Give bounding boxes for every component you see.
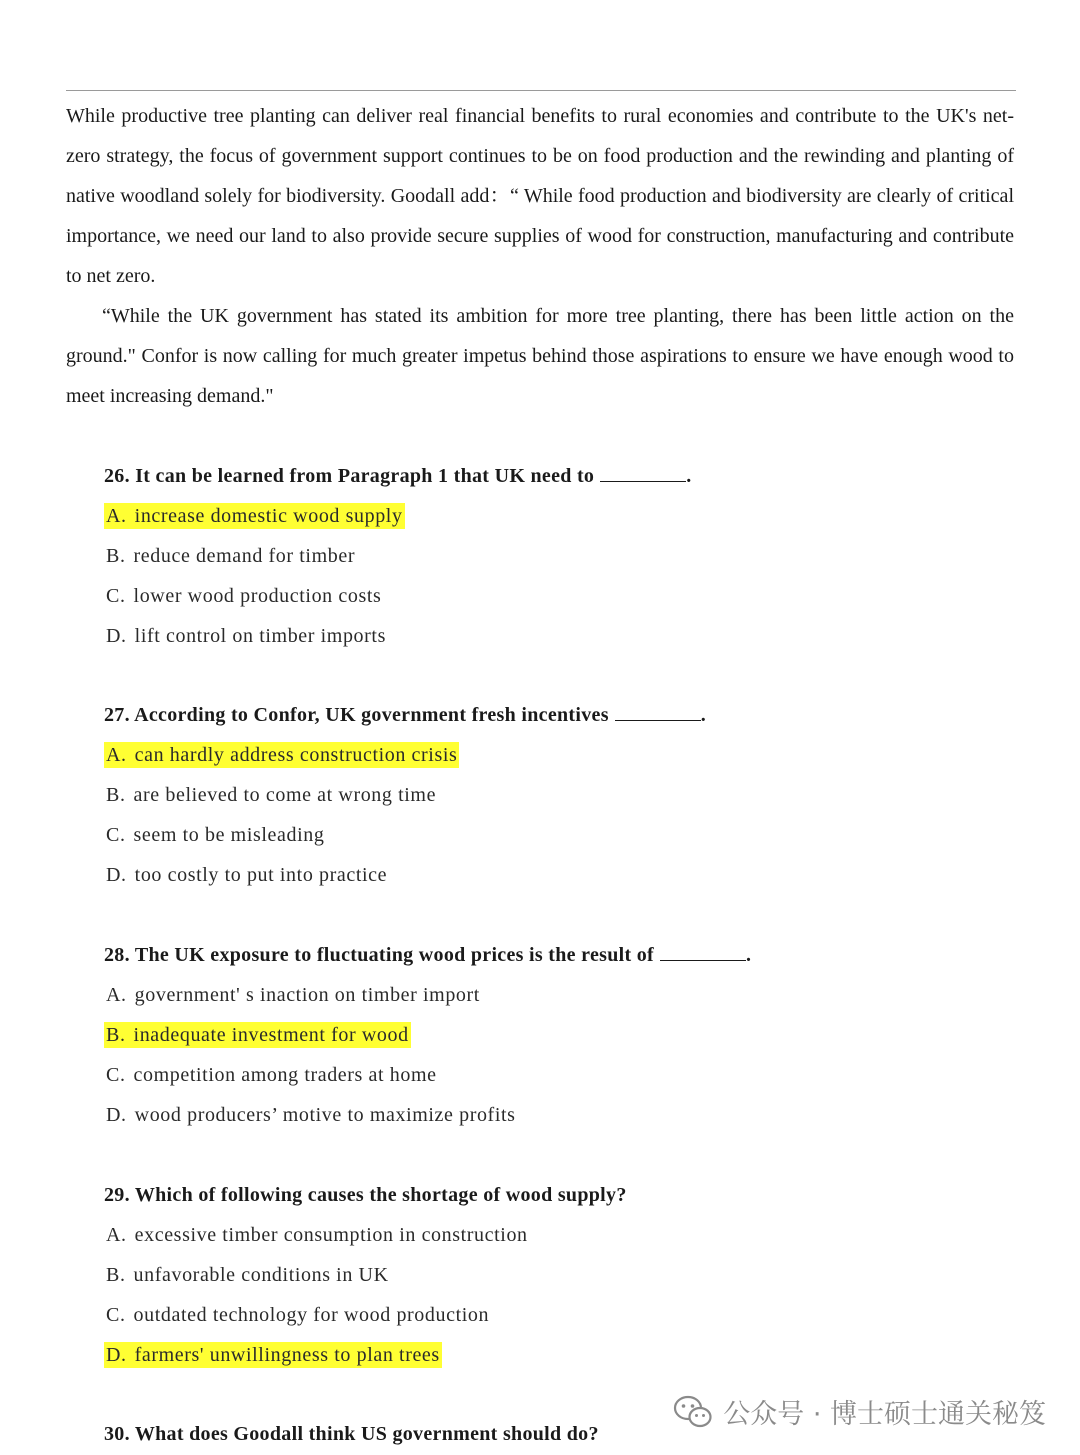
passage-paragraph: While productive tree planting can deliver real financial benefits to rural economies and contribute to the UK's net-zero strategy, the focus of government support continues to be on food production and the rewinding and planting of native woodland solely for biodiversity. Goodall add：“ While food production and biodiversity are clearly of critical importance, we need our land to also provide secure supplies of wood for construction, manufacturing and contribute to net zero. <box>66 105 1014 287</box>
question-stem: 26. It can be learned from Paragraph 1 that UK need to . <box>104 456 1004 496</box>
option-a: A. increase domestic wood supply <box>106 505 403 527</box>
question-stem: 30. What does Goodall think US government should do? <box>104 1423 599 1445</box>
question-26 <box>104 456 1004 656</box>
answer-blank <box>660 940 746 961</box>
option-a: A. can hardly address construction crisis <box>106 744 458 766</box>
answer-blank <box>615 700 701 721</box>
watermark <box>673 1392 1046 1431</box>
question-stem: 27. According to Confor, UK government fresh incentives . <box>104 695 1004 735</box>
option-a: A. government' s inaction on timber import <box>106 984 480 1006</box>
reading-passage <box>66 96 1014 416</box>
option-b: B. are believed to come at wrong time <box>106 784 437 806</box>
option-d: D. too costly to put into practice <box>106 864 388 886</box>
option-c: C. competition among traders at home <box>106 1064 437 1086</box>
option-c: C. seem to be misleading <box>106 824 325 846</box>
option-b: B. reduce demand for timber <box>106 545 356 567</box>
option-b: B. inadequate investment for wood <box>106 1024 409 1046</box>
watermark-text: 公众号 · 博士硕士通关秘笈 <box>723 1399 1046 1430</box>
question-27 <box>104 695 1004 895</box>
option-c: C. lower wood production costs <box>106 585 382 607</box>
question-29 <box>104 1175 1004 1375</box>
wechat-icon <box>673 1394 713 1430</box>
option-d: D. wood producers’ motive to maximize profits <box>106 1104 516 1126</box>
answer-blank <box>600 461 686 482</box>
top-rule <box>66 90 1016 91</box>
question-stem: 28. The UK exposure to fluctuating wood prices is the result of . <box>104 935 1004 975</box>
question-28 <box>104 935 1004 1135</box>
passage-paragraph: “While the UK government has stated its ambition for more tree planting, there has been little action on the ground." Confor is now calling for much greater impetus behind those aspirations to ensure we have enough wood to meet increasing demand." <box>66 305 1014 407</box>
option-d: D. lift control on timber imports <box>106 625 386 647</box>
question-stem: 29. Which of following causes the shortage of wood supply? <box>104 1184 627 1206</box>
option-a: A. excessive timber consumption in construction <box>106 1224 528 1246</box>
option-b: B. unfavorable conditions in UK <box>106 1264 389 1286</box>
option-c: C. outdated technology for wood production <box>106 1304 490 1326</box>
option-d: D. farmers' unwillingness to plan trees <box>106 1344 440 1366</box>
